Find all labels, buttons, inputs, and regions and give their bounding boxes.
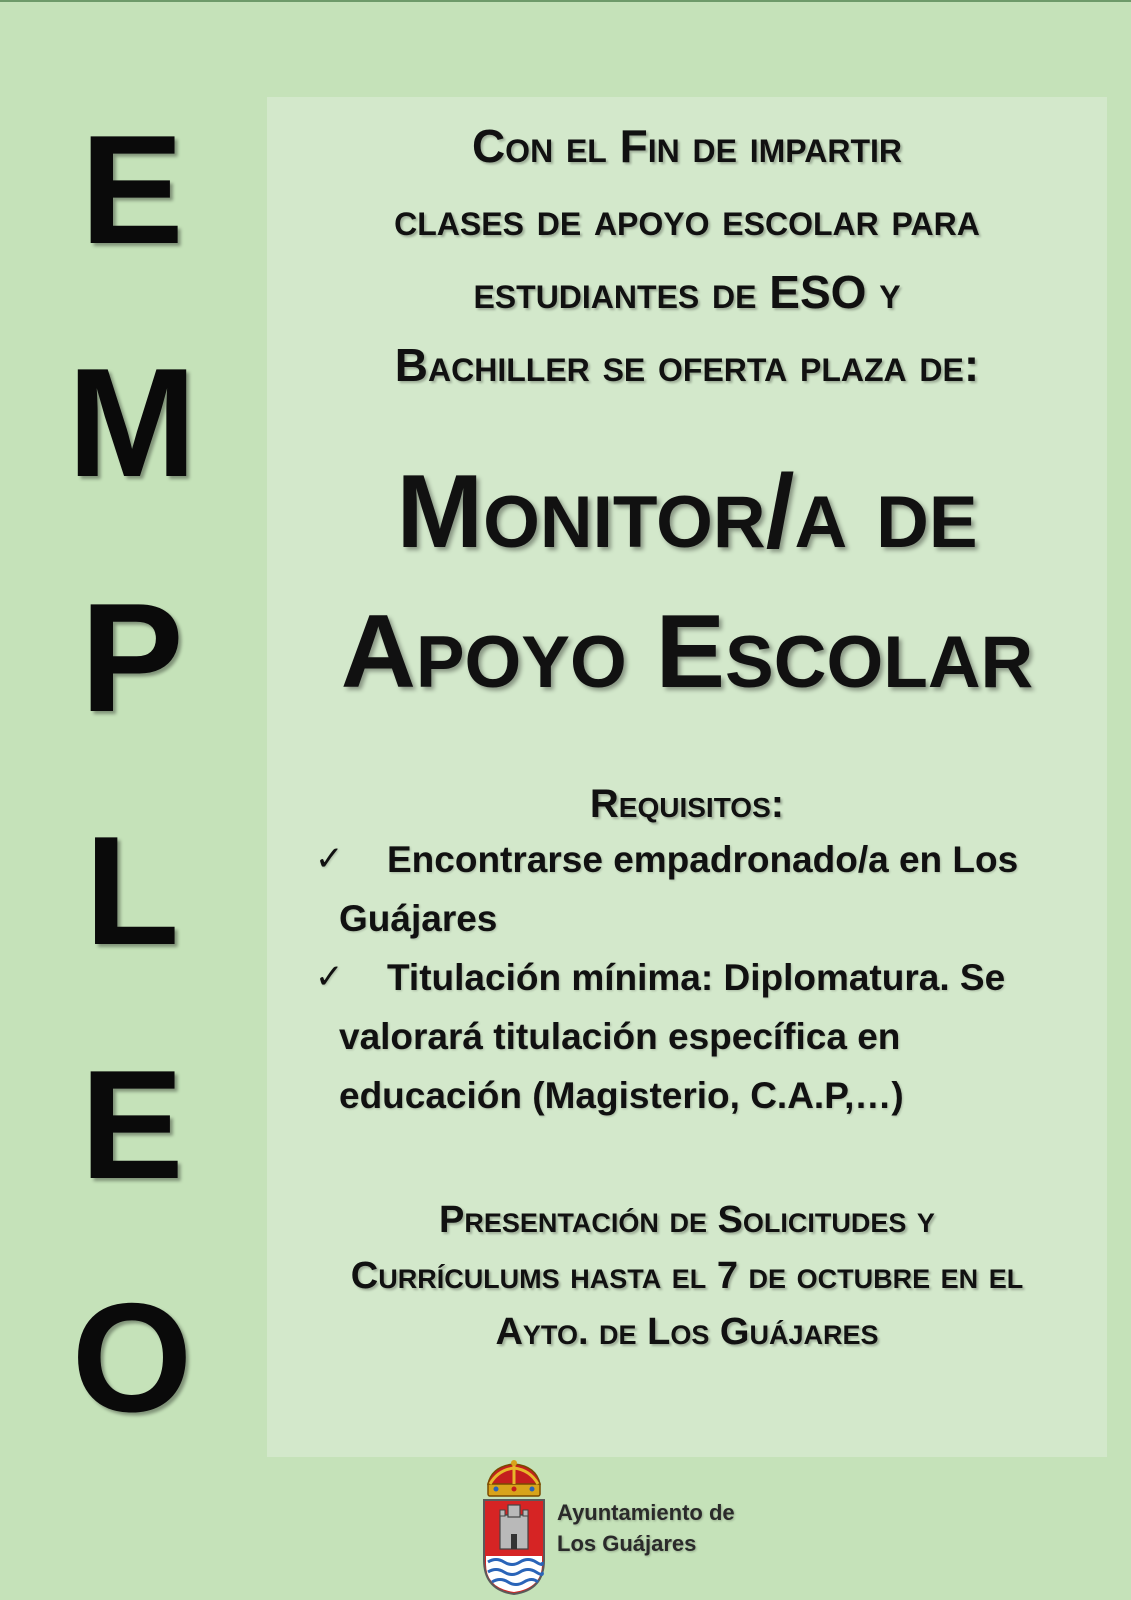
side-letter-e2: E bbox=[80, 1038, 184, 1211]
organization-line: Los Guájares bbox=[557, 1531, 697, 1556]
deadline-line: Ayto. de Los Guájares bbox=[495, 1311, 879, 1353]
intro-line: Con el Fin de impartir bbox=[471, 120, 903, 172]
job-title-line: Apoyo Escolar bbox=[340, 594, 1034, 710]
requirement-text: Guájares bbox=[339, 898, 498, 939]
requirement-text: Encontrarse empadronado/a en Los bbox=[387, 839, 1019, 880]
intro-line: Bachiller se oferta plaza de: bbox=[394, 339, 980, 391]
requirement-item bbox=[315, 948, 1075, 1125]
job-title-line: Monitor/a de bbox=[396, 454, 978, 570]
requirement-text: valorará titulación específica en bbox=[339, 1016, 901, 1057]
organization-name bbox=[557, 1497, 735, 1559]
requirement-text: educación (Magisterio, C.A.P,…) bbox=[339, 1075, 904, 1116]
requirements-heading: Requisitos: bbox=[589, 782, 785, 826]
side-letter-p: P bbox=[80, 571, 184, 744]
intro-line: clases de apoyo escolar para bbox=[394, 193, 980, 245]
side-letter-e1: E bbox=[80, 103, 184, 276]
coat-of-arms-icon bbox=[478, 1460, 550, 1595]
intro-line: estudiantes de ESO y bbox=[473, 266, 901, 318]
job-title bbox=[267, 442, 1107, 722]
organization-line: Ayuntamiento de bbox=[557, 1500, 735, 1525]
top-border-line bbox=[0, 0, 1131, 2]
deadline-line: Currículums hasta el 7 de octubre en el bbox=[350, 1255, 1024, 1297]
checkmark-icon: ✓ bbox=[315, 957, 344, 997]
checkmark-icon: ✓ bbox=[315, 839, 344, 879]
side-letter-o: O bbox=[71, 1271, 193, 1444]
side-letter-l: L bbox=[84, 804, 180, 977]
deadline-line: Presentación de Solicitudes y bbox=[439, 1199, 935, 1241]
side-letter-m: M bbox=[67, 336, 197, 509]
requirement-item bbox=[315, 830, 1075, 948]
main-panel bbox=[267, 97, 1107, 1457]
intro-text bbox=[267, 110, 1107, 402]
deadline-text bbox=[267, 1192, 1107, 1360]
requirement-text: Titulación mínima: Diplomatura. Se bbox=[387, 957, 1006, 998]
